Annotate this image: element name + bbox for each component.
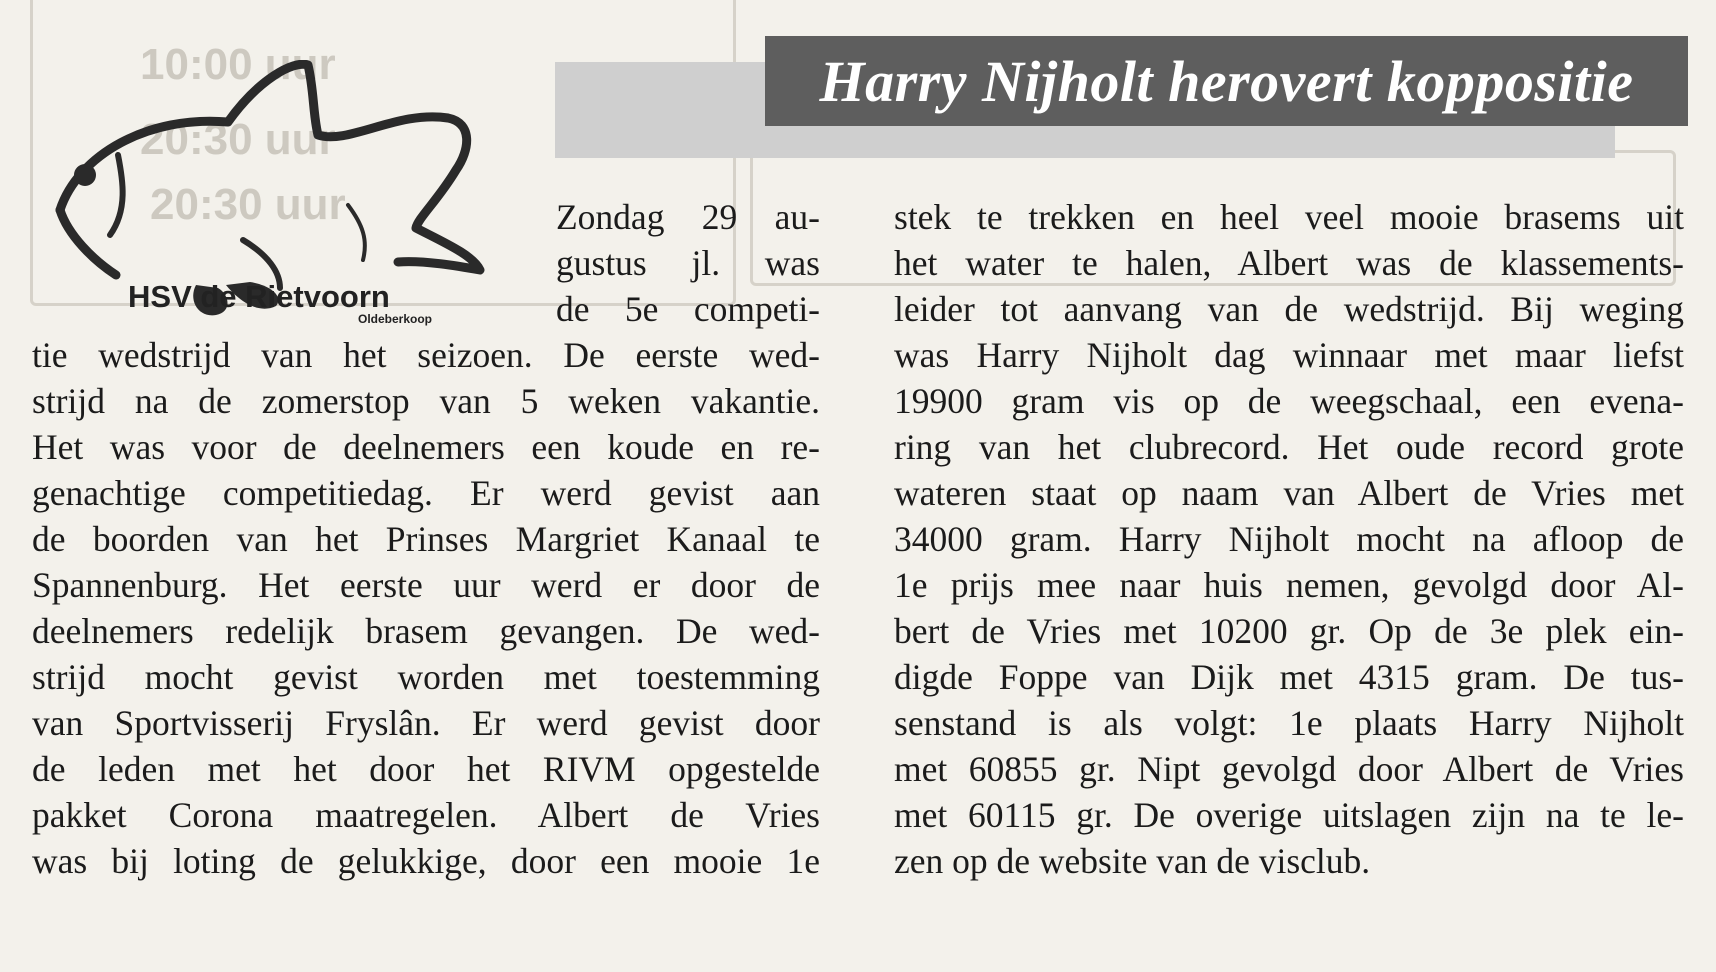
body-line: Spannenburg. Het eerste uur werd er door de bbox=[32, 565, 820, 605]
show-through-text: 20:30 uur bbox=[150, 180, 346, 229]
body-line: gustus jl. was bbox=[556, 243, 820, 283]
body-line: stek te trekken en heel veel mooie brasems uit bbox=[894, 197, 1684, 237]
body-line: 19900 gram vis op de weegschaal, een evena- bbox=[894, 381, 1684, 421]
body-line: was bij loting de gelukkige, door een mooie 1e bbox=[32, 841, 820, 881]
body-line: 1e prijs mee naar huis nemen, gevolgd door Al- bbox=[894, 565, 1684, 605]
body-line: de boorden van het Prinses Margriet Kanaal te bbox=[32, 519, 820, 559]
body-line: senstand is als volgt: 1e plaats Harry Nijholt bbox=[894, 703, 1684, 743]
body-line: de leden met het door het RIVM opgestelde bbox=[32, 749, 820, 789]
club-name: HSV de Rietvoorn bbox=[128, 279, 390, 314]
body-line: deelnemers redelijk brasem gevangen. De wed- bbox=[32, 611, 820, 651]
club-logo bbox=[18, 60, 518, 326]
body-line: strijd na de zomerstop van 5 weken vakantie. bbox=[32, 381, 820, 421]
body-line: strijd mocht gevist worden met toestemming bbox=[32, 657, 820, 697]
body-line: 34000 gram. Harry Nijholt mocht na afloop de bbox=[894, 519, 1684, 559]
body-line: genachtige competitiedag. Er werd gevist aan bbox=[32, 473, 820, 513]
body-line: van Sportvisserij Fryslân. Er werd gevist door bbox=[32, 703, 820, 743]
body-line: digde Foppe van Dijk met 4315 gram. De tus- bbox=[894, 657, 1684, 697]
body-line: wateren staat op naam van Albert de Vries met bbox=[894, 473, 1684, 513]
body-line: zen op de website van de visclub. bbox=[894, 841, 1371, 881]
body-line: het water te halen, Albert was de klassements- bbox=[894, 243, 1684, 283]
body-line: Zondag 29 au- bbox=[556, 197, 820, 237]
body-line: leider tot aanvang van de wedstrijd. Bij weging bbox=[894, 289, 1684, 329]
club-town: Oldeberkoop bbox=[358, 312, 433, 326]
article-title: Harry Nijholt herovert koppositie bbox=[819, 48, 1634, 114]
body-line: Het was voor de deelnemers een koude en re- bbox=[32, 427, 820, 467]
body-line: ring van het clubrecord. Het oude record grote bbox=[894, 427, 1684, 467]
title-bar bbox=[765, 36, 1688, 126]
body-line: de 5e competi- bbox=[556, 289, 820, 329]
body-line: tie wedstrijd van het seizoen. De eerste wed- bbox=[32, 335, 820, 375]
show-through-text: 10:00 uur bbox=[140, 40, 336, 89]
body-line: bert de Vries met 10200 gr. Op de 3e plek ein- bbox=[894, 611, 1684, 651]
body-line: pakket Corona maatregelen. Albert de Vries bbox=[32, 795, 820, 835]
body-line: was Harry Nijholt dag winnaar met maar liefst bbox=[894, 335, 1684, 375]
body-line: met 60115 gr. De overige uitslagen zijn na te le- bbox=[894, 795, 1684, 835]
body-line: met 60855 gr. Nipt gevolgd door Albert de Vries bbox=[894, 749, 1684, 789]
show-through-text: 20:30 uur bbox=[140, 115, 336, 164]
